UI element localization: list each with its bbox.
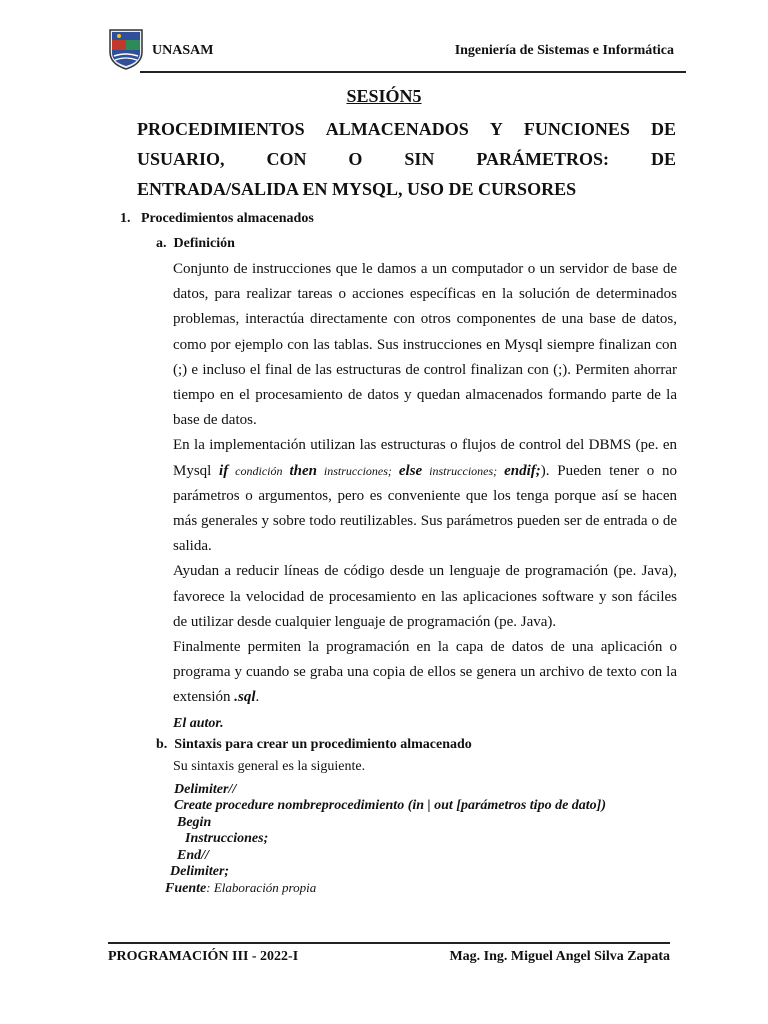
text-span: Finalmente permiten la programación en la capa de datos de una aplicación o programa y cuando se graba una copia de ellos se genera un archivo de texto con la extensión	[173, 639, 677, 706]
text-span: instrucciones;	[422, 463, 505, 478]
code-line: Instrucciones;	[185, 831, 269, 846]
footer-course: PROGRAMACIÓN III - 2022-I	[108, 949, 299, 964]
footer-author: Mag. Ing. Miguel Angel Silva Zapata	[449, 949, 670, 964]
definition-body	[173, 257, 677, 736]
document-title	[137, 114, 676, 204]
keyword-else: else	[398, 462, 423, 479]
code-line: Create procedure nombreprocedimiento (in | out [parámetros tipo de dato])	[174, 798, 607, 813]
title-line-2	[137, 144, 676, 174]
syntax-intro: Su sintaxis general es la siguiente.	[173, 759, 366, 774]
keyword-if: if	[219, 462, 229, 479]
text-span: En la implementación utilizan las estructuras o flujos de control del DBMS (pe. en Mysql	[173, 437, 677, 479]
title-word: Y	[489, 119, 503, 139]
text-span: ). Pueden tener o no parámetros o argumentos, pero es conveniente que los tenga porque así se hacen más generales y sobre todo reutilizables. Sus parámetros pueden ser de entrada o de salida.	[173, 462, 677, 555]
title-word	[137, 114, 676, 144]
title-word: USUARIO,	[137, 149, 225, 169]
session-label: SESIÓN5	[346, 86, 422, 106]
header-divider	[140, 71, 686, 73]
paragraph: Conjunto de instrucciones que le damos a un computador o un servidor de base de datos, para realizar tareas o acciones específicas en la solución de determinados problemas, interactúa directamente con otros componentes de una base de datos, como por ejemplo con las tablas. Sus instrucciones en Mysql siempre finalizan con (;) e incluso el final de las estructuras de control finalizan con (;). Permiten ahorrar tiempo en el procesamiento de datos y quedan almacenados formando parte de la base de datos.	[173, 261, 677, 429]
section-heading: 1. Procedimientos almacenados	[120, 211, 314, 226]
subsection-heading-definition: a. Definición	[156, 236, 235, 251]
text-span: condición	[228, 463, 290, 478]
code-line: Begin	[177, 815, 212, 830]
source-label: Fuente	[165, 881, 207, 896]
title-word: DE	[650, 149, 676, 169]
code-line: End//	[177, 848, 209, 863]
page-header	[108, 28, 686, 74]
keyword-then: then	[289, 462, 317, 479]
university-crest-icon	[108, 28, 144, 70]
text-span: .	[255, 689, 260, 706]
title-line-1	[137, 114, 676, 144]
title-line-3: ENTRADA/SALIDA EN MYSQL, USO DE CURSORES	[137, 179, 577, 199]
title-word: PROCEDIMIENTOS	[137, 119, 305, 139]
university-name: UNASAM	[152, 43, 214, 58]
title-word: O	[348, 149, 363, 169]
title-word: ALMACENADOS	[325, 119, 469, 139]
code-line: Delimiter//	[174, 782, 237, 797]
faculty-name: Ingeniería de Sistemas e Informática	[454, 43, 674, 58]
keyword-endif: endif;	[504, 462, 541, 479]
paragraph	[173, 433, 677, 559]
paragraph	[173, 635, 677, 711]
code-line: Delimiter;	[170, 864, 230, 879]
file-extension: .sql	[234, 689, 256, 706]
source-text: : Elaboración propia	[206, 880, 317, 895]
title-word: PARÁMETROS:	[476, 149, 610, 169]
title-word: DE	[650, 119, 676, 139]
subsection-heading-syntax: b. Sintaxis para crear un procedimiento almacenado	[156, 737, 472, 752]
author-credit: El autor.	[173, 715, 224, 731]
title-word: FUNCIONES	[523, 119, 630, 139]
text-span: instrucciones;	[316, 463, 399, 478]
title-word: CON	[266, 149, 307, 169]
title-word: SIN	[404, 149, 435, 169]
figure-source	[165, 880, 316, 897]
footer-divider	[108, 942, 670, 944]
paragraph: Ayudan a reducir líneas de código desde un lenguaje de programación (pe. Java), favorece la velocidad de procesamiento en las aplicaciones software y son fáciles de utilizar desde cualquier lenguaje de programación (pe. Java).	[173, 563, 677, 630]
